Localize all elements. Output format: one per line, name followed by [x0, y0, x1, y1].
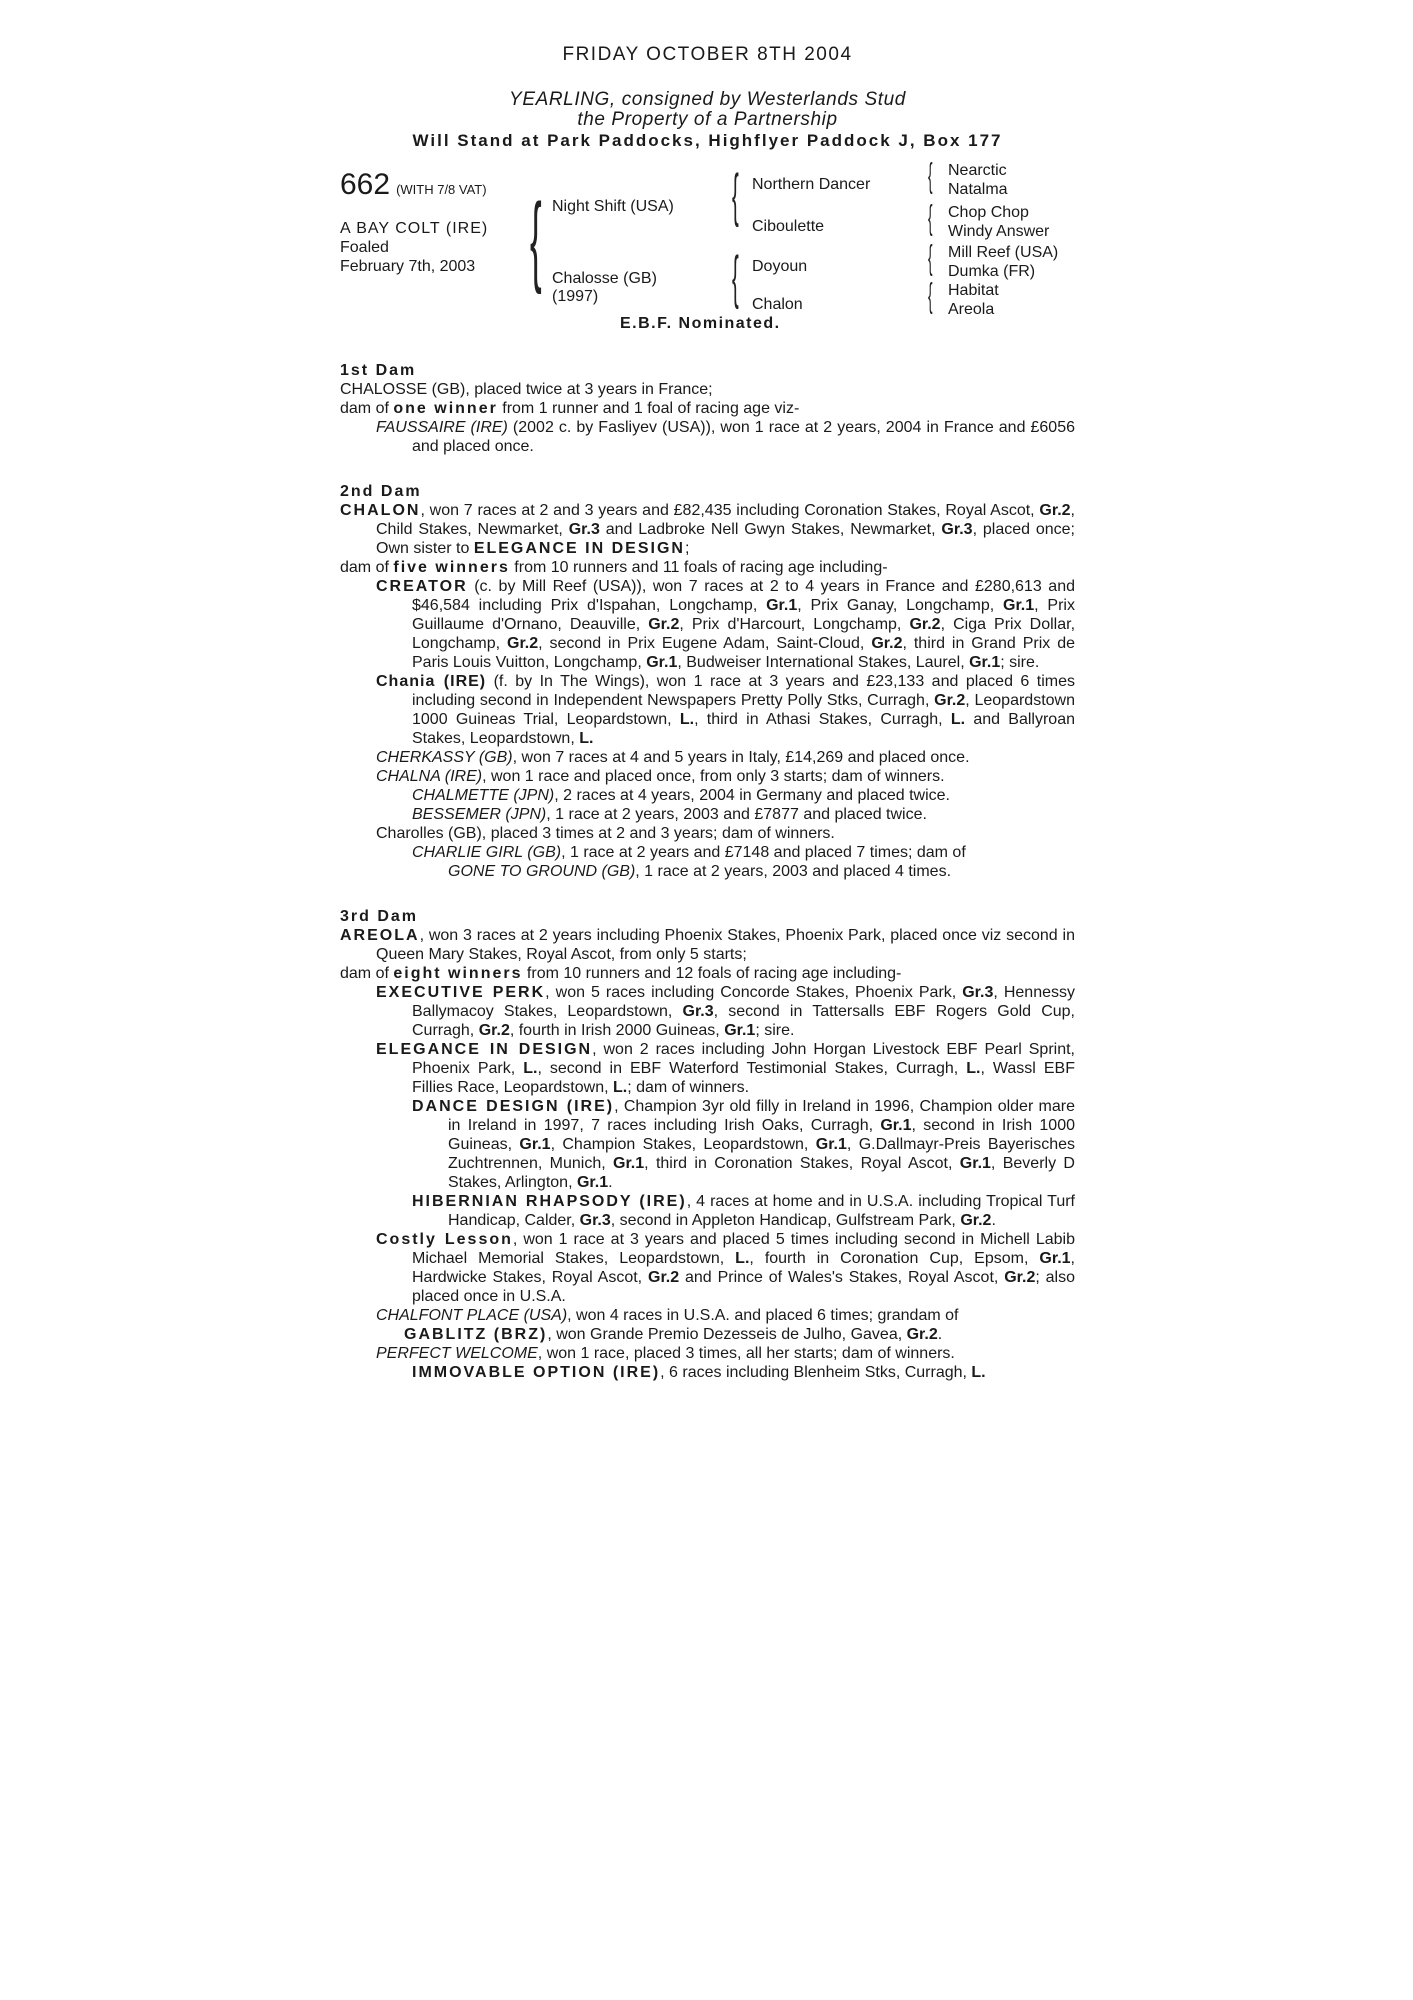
- produce-entry: PERFECT WELCOME, won 1 race, placed 3 times, all her starts; dam of winners.: [376, 1345, 955, 1362]
- produce-entry: HIBERNIAN RHAPSODY (IRE), 4 races at home and in U.S.A. including Tropical Turf Handicap, Calder, Gr.3, second in Appleton Handicap, Gulfstream Park, Gr.2.: [412, 1193, 1075, 1229]
- second-dam-heading: 2nd Dam: [340, 483, 422, 500]
- sire-dam-brace: {: [530, 183, 542, 295]
- produce-entry: CHALMETTE (JPN), 2 races at 4 years, 2004 in Germany and placed twice.: [412, 787, 950, 804]
- stand-location: Will Stand at Park Paddocks, Highflyer Paddock J, Box 177: [412, 131, 1003, 150]
- brace-g3: {: [928, 239, 933, 277]
- property-line: the Property of a Partnership: [577, 109, 838, 130]
- catalogue-page: [340, 40, 1075, 1382]
- sire-sire: Northern Dancer: [752, 176, 871, 193]
- third-dam-record: AREOLA, won 3 races at 2 years including Phoenix Stakes, Phoenix Park, placed once viz second in Queen Mary Stakes, Royal Ascot, from only 5 starts;: [340, 927, 1075, 963]
- lot-header: [340, 168, 487, 201]
- gg-natalma: Natalma: [948, 181, 1008, 198]
- dam-sire: Doyoun: [752, 258, 808, 275]
- produce-entry: GONE TO GROUND (GB), 1 race at 2 years, 2003 and placed 4 times.: [448, 863, 952, 880]
- produce-entry: CREATOR (c. by Mill Reef (USA)), won 7 races at 2 to 4 years in France and £280,613 and $46,584 including Prix d'Ispahan, Longchamp, Gr.1, Prix Ganay, Longchamp, Gr.1, Prix Guillaume d'Ornano, Deauville, Gr.2, Prix d'Harcourt, Longchamp, Gr.2, Ciga Prix Dollar, Longchamp, Gr.2, second in Prix Eugene Adam, Saint-Cloud, Gr.2, third in Grand Prix de Paris Louis Vuitton, Longchamp, Gr.1, Budweiser International Stakes, Laurel, Gr.1; sire.: [376, 578, 1076, 671]
- third-dam-heading: 3rd Dam: [340, 908, 419, 925]
- gg-areola: Areola: [948, 301, 995, 318]
- first-dam-heading: 1st Dam: [340, 362, 417, 379]
- gg-chop-chop: Chop Chop: [948, 204, 1029, 221]
- produce-entry: CHALNA (IRE), won 1 race and placed once, from only 3 starts; dam of winners.: [376, 768, 945, 785]
- vat-note: (WITH 7/8 VAT): [396, 182, 487, 197]
- produce-entry: CHARLIE GIRL (GB), 1 race at 2 years and £7148 and placed 7 times; dam of: [412, 844, 966, 861]
- brace-g1: {: [928, 157, 933, 195]
- dam-name: Chalosse (GB): [552, 270, 657, 287]
- foaled-label: Foaled: [340, 239, 389, 256]
- gg-mill-reef: Mill Reef (USA): [948, 244, 1059, 261]
- produce-entry: BESSEMER (JPN), 1 race at 2 years, 2003 and £7877 and placed twice.: [412, 806, 927, 823]
- second-dam-record: CHALON, won 7 races at 2 and 3 years and £82,435 including Coronation Stakes, Royal Ascot, Gr.2, Child Stakes, Newmarket, Gr.3 and Ladbroke Nell Gwyn Stakes, Newmarket, Gr.3, placed once; Own sister to ELEGANCE IN DESIGN;: [340, 502, 1075, 557]
- produce-entry: ELEGANCE IN DESIGN, won 2 races including John Horgan Livestock EBF Pearl Sprint, Phoenix Park, L., second in EBF Waterford Testimonial Stakes, Curragh, L., Wassl EBF Fillies Race, Leopardstown, L.; dam of winners.: [376, 1041, 1076, 1096]
- consignor-line: YEARLING, consigned by Westerlands Stud: [509, 89, 906, 110]
- lot-number: 662: [340, 168, 391, 201]
- produce-entry: CHERKASSY (GB), won 7 races at 4 and 5 years in Italy, £14,269 and placed once.: [376, 749, 970, 766]
- foaled-date: February 7th, 2003: [340, 258, 476, 275]
- gg-dumka: Dumka (FR): [948, 263, 1036, 280]
- sale-date: FRIDAY OCTOBER 8TH 2004: [562, 44, 853, 65]
- gg-habitat: Habitat: [948, 282, 999, 299]
- produce-entry: Chania (IRE) (f. by In The Wings), won 1 race at 3 years and £23,133 and placed 6 times including second in Independent Newspapers Pretty Polly Stks, Curragh, Gr.2, Leopardstown 1000 Guineas Trial, Leopardstown, L., third in Athasi Stakes, Curragh, L. and Ballyroan Stakes, Leopardstown, L.: [376, 673, 1075, 747]
- sire-dam: Ciboulette: [752, 218, 825, 235]
- produce-entry: Costly Lesson, won 1 race at 3 years and placed 5 times including second in Michell Labib Michael Memorial Stakes, Leopardstown, L., fourth in Coronation Cup, Epsom, Gr.1, Hardwicke Stakes, Royal Ascot, Gr.2 and Prince of Wales's Stakes, Royal Ascot, Gr.2; also placed once in U.S.A.: [376, 1231, 1076, 1305]
- dam-dam: Chalon: [752, 296, 803, 313]
- sire-name: Night Shift (USA): [552, 198, 674, 215]
- produce-entry: GABLITZ (BRZ), won Grande Premio Dezesseis de Julho, Gavea, Gr.2.: [404, 1326, 943, 1343]
- second-dam-section: [340, 482, 1075, 881]
- gg-windy-answer: Windy Answer: [948, 223, 1050, 240]
- pedigree-block: [340, 157, 1075, 335]
- first-dam-produce-summary: dam of one winner from 1 runner and 1 foal of racing age viz-: [340, 400, 800, 417]
- produce-entry: Charolles (GB), placed 3 times at 2 and 3 years; dam of winners.: [376, 825, 835, 842]
- brace-g4: {: [928, 277, 933, 315]
- ebf-nominated: E.B.F. Nominated.: [620, 315, 781, 332]
- lot-description: A BAY COLT (IRE): [340, 220, 489, 237]
- produce-entry: CHALFONT PLACE (USA), won 4 races in U.S.A. and placed 6 times; grandam of: [376, 1307, 959, 1324]
- first-dam-section: [340, 361, 1075, 456]
- dam-year: (1997): [552, 288, 599, 305]
- dam-parents-brace: {: [732, 245, 739, 310]
- sire-parents-brace: {: [732, 163, 739, 228]
- third-dam-section: [340, 907, 1075, 1382]
- produce-entry: DANCE DESIGN (IRE), Champion 3yr old filly in Ireland in 1996, Champion older mare in Ireland in 1997, 7 races including Irish Oaks, Curragh, Gr.1, second in Irish 1000 Guineas, Gr.1, Champion Stakes, Leopardstown, Gr.1, G.Dallmayr-Preis Bayerisches Zuchtrennen, Munich, Gr.1, third in Coronation Stakes, Royal Ascot, Gr.1, Beverly D Stakes, Arlington, Gr.1.: [412, 1098, 1076, 1191]
- third-dam-produce-summary: dam of eight winners from 10 runners and 12 foals of racing age including-: [340, 965, 902, 982]
- produce-entry: EXECUTIVE PERK, won 5 races including Concorde Stakes, Phoenix Park, Gr.3, Hennessy Ballymacoy Stakes, Leopardstown, Gr.3, second in Tattersalls EBF Rogers Gold Cup, Curragh, Gr.2, fourth in Irish 2000 Guineas, Gr.1; sire.: [376, 984, 1075, 1039]
- produce-entry: IMMOVABLE OPTION (IRE), 6 races including Blenheim Stks, Curragh, L.: [412, 1364, 986, 1381]
- produce-entry: FAUSSAIRE (IRE) (2002 c. by Fasliyev (USA)), won 1 race at 2 years, 2004 in France and £6056 and placed once.: [376, 419, 1075, 455]
- brace-g2: {: [928, 199, 933, 237]
- first-dam-line: CHALOSSE (GB), placed twice at 3 years in France;: [340, 381, 713, 398]
- gg-nearctic: Nearctic: [948, 162, 1007, 179]
- second-dam-produce-summary: dam of five winners from 10 runners and 11 foals of racing age including-: [340, 559, 888, 576]
